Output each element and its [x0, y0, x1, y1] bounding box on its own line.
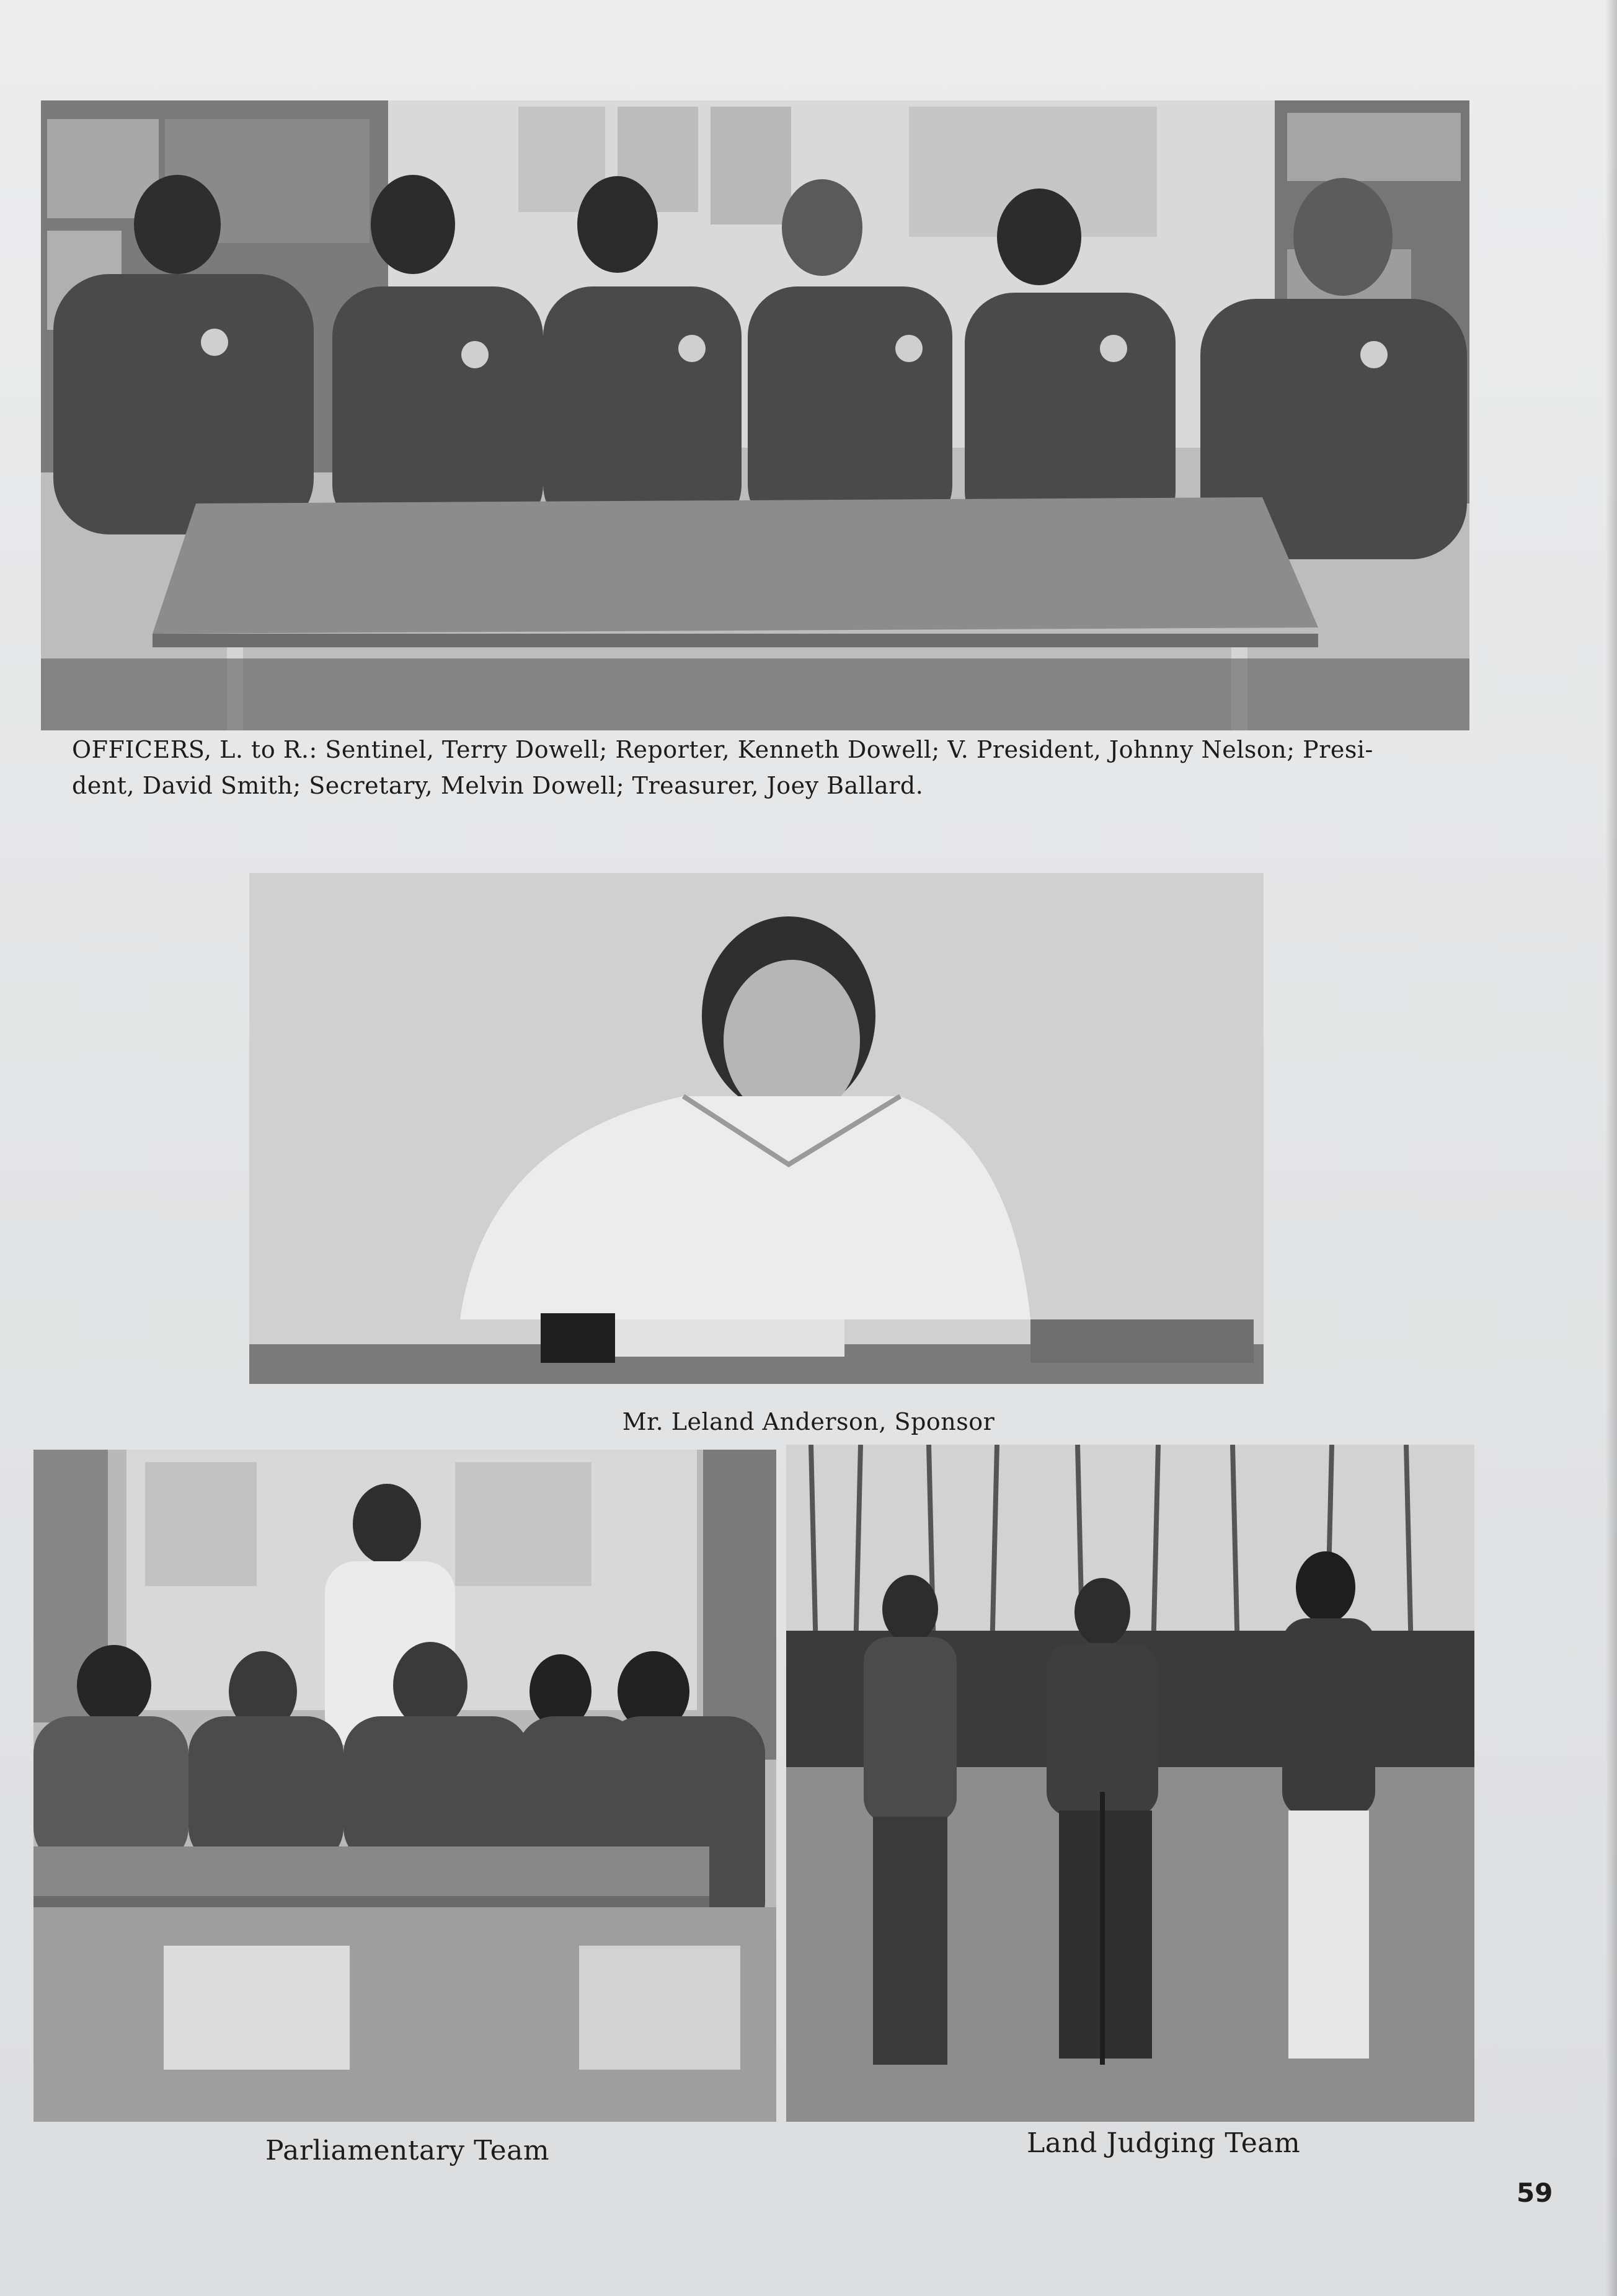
officers-photo-image — [41, 100, 1469, 730]
officers-photo — [41, 100, 1469, 730]
land-judging-team-photo-image — [786, 1445, 1474, 2122]
page-number: 59 — [1517, 2178, 1553, 2208]
officers-caption — [72, 732, 1461, 804]
sponsor-photo-image — [249, 873, 1264, 1384]
sponsor-caption: Mr. Leland Anderson, Sponsor — [622, 1408, 995, 1435]
land-judging-team-photo — [786, 1445, 1474, 2122]
officers-caption-line-1: OFFICERS, L. to R.: Sentinel, Terry Dowell; Reporter, Kenneth Dowell; V. President, Johnny Nelson; Presi- — [72, 736, 1373, 763]
officers-caption-line-2: dent, David Smith; Secretary, Melvin Dowell; Treasurer, Joey Ballard. — [72, 772, 924, 799]
land-judging-team-caption: Land Judging Team — [1027, 2127, 1301, 2159]
parliamentary-team-caption: Parliamentary Team — [265, 2135, 550, 2166]
page-edge-shadow — [1606, 0, 1617, 2296]
parliamentary-team-photo — [33, 1450, 776, 2122]
sponsor-photo — [249, 873, 1264, 1384]
parliamentary-team-photo-image — [33, 1450, 776, 2122]
